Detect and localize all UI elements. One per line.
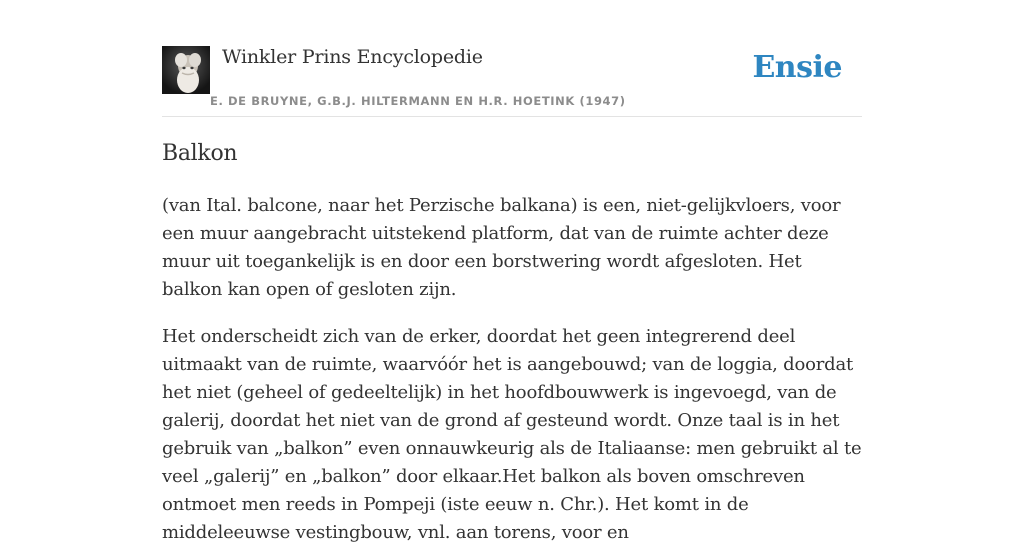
ensie-logo-link[interactable]: Ensie [752,50,842,85]
bearded-man-portrait-icon [162,46,210,94]
article [162,136,862,547]
author-avatar[interactable] [162,46,210,94]
article-title: Balkon [162,141,238,166]
authors-line: E. DE BRUYNE, G.B.J. HILTERMANN EN H.R. HOETINK (1947) [210,94,626,108]
article-paragraph-1: (van Ital. balcone, naar het Perzische balkana) is een, niet-gelijkvloers, voor een muur aangebracht uitstekend platform, dat van de ruimte achter deze muur uit toegankelijk is en door een borstwering wordt afgesloten. Het balkon kan open of gesloten zijn. [162,195,841,300]
encyclopedia-title[interactable]: Winkler Prins Encyclopedie [222,46,483,68]
header [162,0,862,117]
article-paragraph-2: Het onderscheidt zich van de erker, doordat het geen integrerend deel uitmaakt van de ruimte, waarvóór het is aangebouwd; van de loggia, doordat het niet (geheel of gedeeltelijk) in het hoofdbouwwerk is ingevoegd, van de galerij, doordat het niet van de grond af gesteund wordt. Onze taal is in het gebruik van „balkon” even onnauwkeurig als de Italiaanse: men gebruikt al te veel „galerij” en „balkon” door elkaar.Het balkon als boven omschreven ontmoet men reeds in Pompeji (iste eeuw n. Chr.). Het komt in de middeleeuwse vestingbouw, vnl. aan torens, voor en [162,326,862,543]
